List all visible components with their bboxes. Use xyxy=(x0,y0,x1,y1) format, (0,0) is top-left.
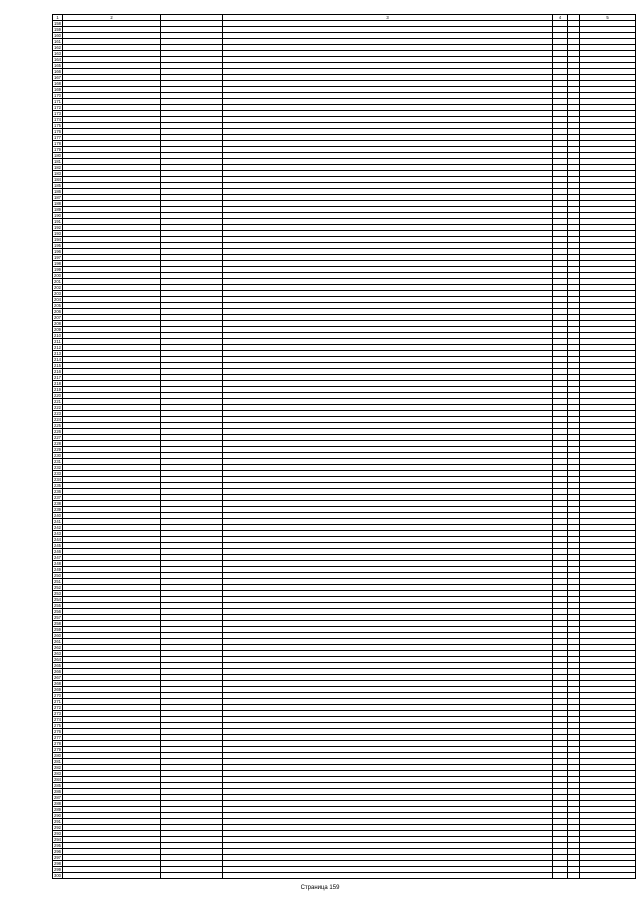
row-number: 300 xyxy=(54,873,61,878)
row-number: 229 xyxy=(54,447,61,452)
row-number: 266 xyxy=(54,669,61,674)
row-number: 190 xyxy=(54,213,61,218)
row-number: 234 xyxy=(54,477,61,482)
row-number: 177 xyxy=(54,135,61,140)
row-number: 164 xyxy=(54,57,61,62)
row-number: 175 xyxy=(54,123,61,128)
row-number: 167 xyxy=(54,75,61,80)
row-number: 184 xyxy=(54,177,61,182)
row-number: 291 xyxy=(54,819,61,824)
year-cell xyxy=(553,873,568,879)
row-number: 211 xyxy=(54,339,61,344)
row-number: 261 xyxy=(54,639,61,644)
row-number: 276 xyxy=(54,729,61,734)
row-number: 209 xyxy=(54,327,61,332)
blank-cell xyxy=(568,873,580,879)
row-number: 210 xyxy=(54,333,61,338)
row-number: 246 xyxy=(54,549,61,554)
row-number: 165 xyxy=(54,63,61,68)
row-number: 213 xyxy=(54,351,61,356)
row-number: 270 xyxy=(54,693,61,698)
row-number: 227 xyxy=(54,435,61,440)
row-number: 195 xyxy=(54,243,61,248)
row-number: 231 xyxy=(54,459,61,464)
row-number: 168 xyxy=(54,81,61,86)
row-number: 216 xyxy=(54,369,61,374)
row-number: 264 xyxy=(54,657,61,662)
page-number: Страница 159 xyxy=(300,885,340,891)
blank-cell xyxy=(161,873,223,879)
row-number: 258 xyxy=(54,621,61,626)
row-number: 179 xyxy=(54,147,61,152)
row-number: 226 xyxy=(54,429,61,434)
row-number: 194 xyxy=(54,237,61,242)
row-number: 278 xyxy=(54,741,61,746)
row-number: 235 xyxy=(54,483,61,488)
row-number: 243 xyxy=(54,531,61,536)
table-row xyxy=(53,873,636,879)
row-number: 287 xyxy=(54,795,61,800)
work-type-cell xyxy=(223,873,553,879)
row-number: 239 xyxy=(54,507,61,512)
address-cell xyxy=(63,873,161,879)
row-number: 237 xyxy=(54,495,61,500)
row-number: 263 xyxy=(54,651,61,656)
row-number: 241 xyxy=(54,519,61,524)
row-number: 299 xyxy=(54,867,61,872)
row-number: 228 xyxy=(54,441,61,446)
row-number: 262 xyxy=(54,645,61,650)
row-number: 283 xyxy=(54,771,61,776)
row-number: 203 xyxy=(54,291,61,296)
row-number: 189 xyxy=(54,207,61,212)
row-number: 280 xyxy=(54,753,61,758)
row-number: 289 xyxy=(54,807,61,812)
row-number: 279 xyxy=(54,747,61,752)
row-number: 295 xyxy=(54,843,61,848)
row-number: 268 xyxy=(54,681,61,686)
row-number: 259 xyxy=(54,627,61,632)
row-number: 215 xyxy=(54,363,61,368)
row-number: 170 xyxy=(54,93,61,98)
row-number: 254 xyxy=(54,597,61,602)
row-number: 284 xyxy=(54,777,61,782)
row-number: 196 xyxy=(54,249,61,254)
row-number: 294 xyxy=(54,837,61,842)
row-number: 200 xyxy=(54,273,61,278)
row-number: 172 xyxy=(54,105,61,110)
row-number: 274 xyxy=(54,717,61,722)
row-number: 205 xyxy=(54,303,61,308)
row-number: 207 xyxy=(54,315,61,320)
row-number: 219 xyxy=(54,387,61,392)
row-number: 272 xyxy=(54,705,61,710)
column-number: 3 xyxy=(223,15,553,21)
row-number: 185 xyxy=(54,183,61,188)
row-number: 166 xyxy=(54,69,61,74)
row-number: 223 xyxy=(54,411,61,416)
row-number: 188 xyxy=(54,201,61,206)
row-number: 271 xyxy=(54,699,61,704)
document-page xyxy=(52,14,635,878)
row-number: 220 xyxy=(54,393,61,398)
row-number: 292 xyxy=(54,825,61,830)
row-number: 160 xyxy=(54,33,61,38)
row-number: 275 xyxy=(54,723,61,728)
row-number: 198 xyxy=(54,261,61,266)
row-number: 158 xyxy=(54,21,61,26)
row-number: 169 xyxy=(54,87,61,92)
row-number: 247 xyxy=(54,555,61,560)
row-number: 225 xyxy=(54,423,61,428)
row-number: 224 xyxy=(54,417,61,422)
row-number: 240 xyxy=(54,513,61,518)
row-number: 297 xyxy=(54,855,61,860)
row-number: 197 xyxy=(54,255,61,260)
row-number: 252 xyxy=(54,585,61,590)
row-number: 206 xyxy=(54,309,61,314)
row-number: 244 xyxy=(54,537,61,542)
row-number: 281 xyxy=(54,759,61,764)
row-number: 232 xyxy=(54,465,61,470)
row-number: 286 xyxy=(54,789,61,794)
row-number: 277 xyxy=(54,735,61,740)
row-number: 288 xyxy=(54,801,61,806)
column-number: 5 xyxy=(580,15,636,21)
row-number: 214 xyxy=(54,357,61,362)
row-number: 285 xyxy=(54,783,61,788)
row-number: 201 xyxy=(54,279,61,284)
row-number: 222 xyxy=(54,405,61,410)
row-number: 230 xyxy=(54,453,61,458)
row-number: 217 xyxy=(54,375,61,380)
row-number: 298 xyxy=(54,861,61,866)
row-number: 199 xyxy=(54,267,61,272)
row-number: 183 xyxy=(54,171,61,176)
row-number: 290 xyxy=(54,813,61,818)
row-number: 173 xyxy=(54,111,61,116)
row-number: 162 xyxy=(54,45,61,50)
row-number: 159 xyxy=(54,27,61,32)
column-number: 2 xyxy=(63,15,161,21)
row-number: 242 xyxy=(54,525,61,530)
row-number: 255 xyxy=(54,603,61,608)
row-number: 245 xyxy=(54,543,61,548)
row-number: 182 xyxy=(54,165,61,170)
row-number: 204 xyxy=(54,297,61,302)
row-number: 174 xyxy=(54,117,61,122)
row-number: 253 xyxy=(54,591,61,596)
row-number: 202 xyxy=(54,285,61,290)
capital-repair-table xyxy=(52,14,636,879)
row-number: 221 xyxy=(54,399,61,404)
row-number: 250 xyxy=(54,573,61,578)
row-number: 181 xyxy=(54,159,61,164)
row-number: 251 xyxy=(54,579,61,584)
row-number: 296 xyxy=(54,849,61,854)
row-number: 180 xyxy=(54,153,61,158)
row-number: 193 xyxy=(54,231,61,236)
row-number: 192 xyxy=(54,225,61,230)
column-number: 4 xyxy=(553,15,568,21)
row-number: 236 xyxy=(54,489,61,494)
row-number: 178 xyxy=(54,141,61,146)
row-number: 233 xyxy=(54,471,61,476)
row-number: 256 xyxy=(54,609,61,614)
row-number: 187 xyxy=(54,195,61,200)
row-number: 248 xyxy=(54,561,61,566)
row-number: 260 xyxy=(54,633,61,638)
row-number: 265 xyxy=(54,663,61,668)
row-number: 208 xyxy=(54,321,61,326)
row-number: 257 xyxy=(54,615,61,620)
row-number: 249 xyxy=(54,567,61,572)
row-number: 293 xyxy=(54,831,61,836)
period-cell xyxy=(580,873,636,879)
row-number: 161 xyxy=(54,39,61,44)
row-number: 238 xyxy=(54,501,61,506)
table-body xyxy=(53,21,636,879)
row-number: 163 xyxy=(54,51,61,56)
row-number: 212 xyxy=(54,345,61,350)
row-number: 282 xyxy=(54,765,61,770)
row-number: 176 xyxy=(54,129,61,134)
row-number: 171 xyxy=(54,99,61,104)
column-number: 1 xyxy=(53,15,63,21)
row-number: 186 xyxy=(54,189,61,194)
row-number: 269 xyxy=(54,687,61,692)
row-number: 267 xyxy=(54,675,61,680)
row-number: 218 xyxy=(54,381,61,386)
row-number: 273 xyxy=(54,711,61,716)
row-number: 191 xyxy=(54,219,61,224)
